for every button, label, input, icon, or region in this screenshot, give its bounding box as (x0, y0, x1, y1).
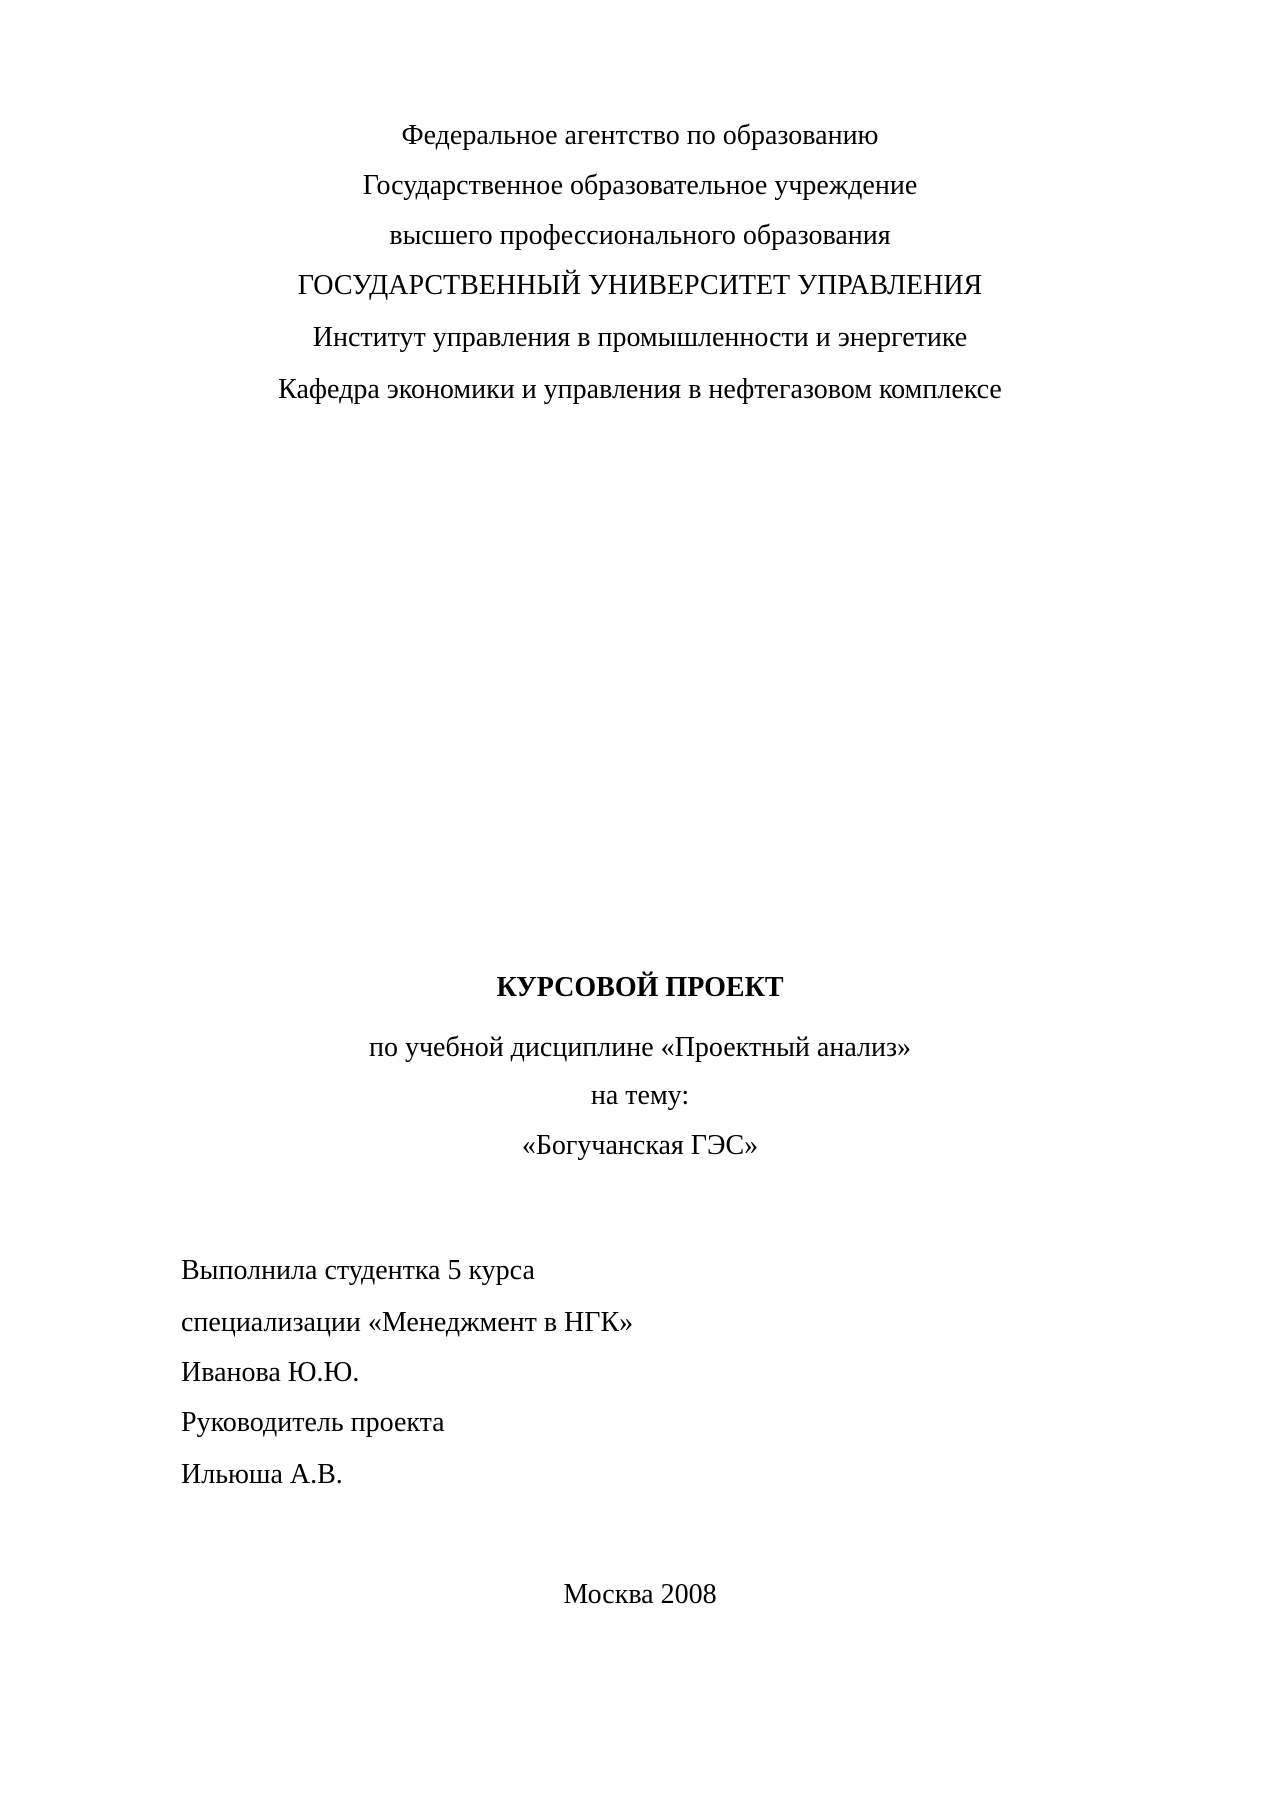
header-agency: Федеральное агентство по образованию (401, 120, 879, 151)
author-supervisor-label: Руководитель проекта (181, 1407, 445, 1438)
author-performed-by: Выполнила студентка 5 курса (181, 1255, 535, 1286)
author-supervisor-name: Ильюша А.В. (181, 1459, 343, 1490)
discipline-line: по учебной дисциплине «Проектный анализ» (368, 1032, 912, 1063)
header-education-level: высшего профессионального образования (389, 220, 891, 251)
author-student-name: Иванова Ю.Ю. (181, 1357, 360, 1388)
header-department: Кафедра экономики и управления в нефтегазовом комплексе (278, 374, 1002, 405)
topic-title: «Богучанская ГЭС» (521, 1130, 759, 1161)
header-institution-type: Государственное образовательное учреждение (362, 170, 918, 201)
author-specialization: специализации «Менеджмент в НГК» (181, 1307, 634, 1338)
doc-type-title: КУРСОВОЙ ПРОЕКТ (496, 972, 784, 1003)
topic-label: на тему: (590, 1080, 690, 1111)
header-institute: Институт управления в промышленности и энергетике (312, 322, 968, 353)
header-university: ГОСУДАРСТВЕННЫЙ УНИВЕРСИТЕТ УПРАВЛЕНИЯ (297, 270, 983, 301)
footer-city-year: Москва 2008 (563, 1579, 717, 1610)
